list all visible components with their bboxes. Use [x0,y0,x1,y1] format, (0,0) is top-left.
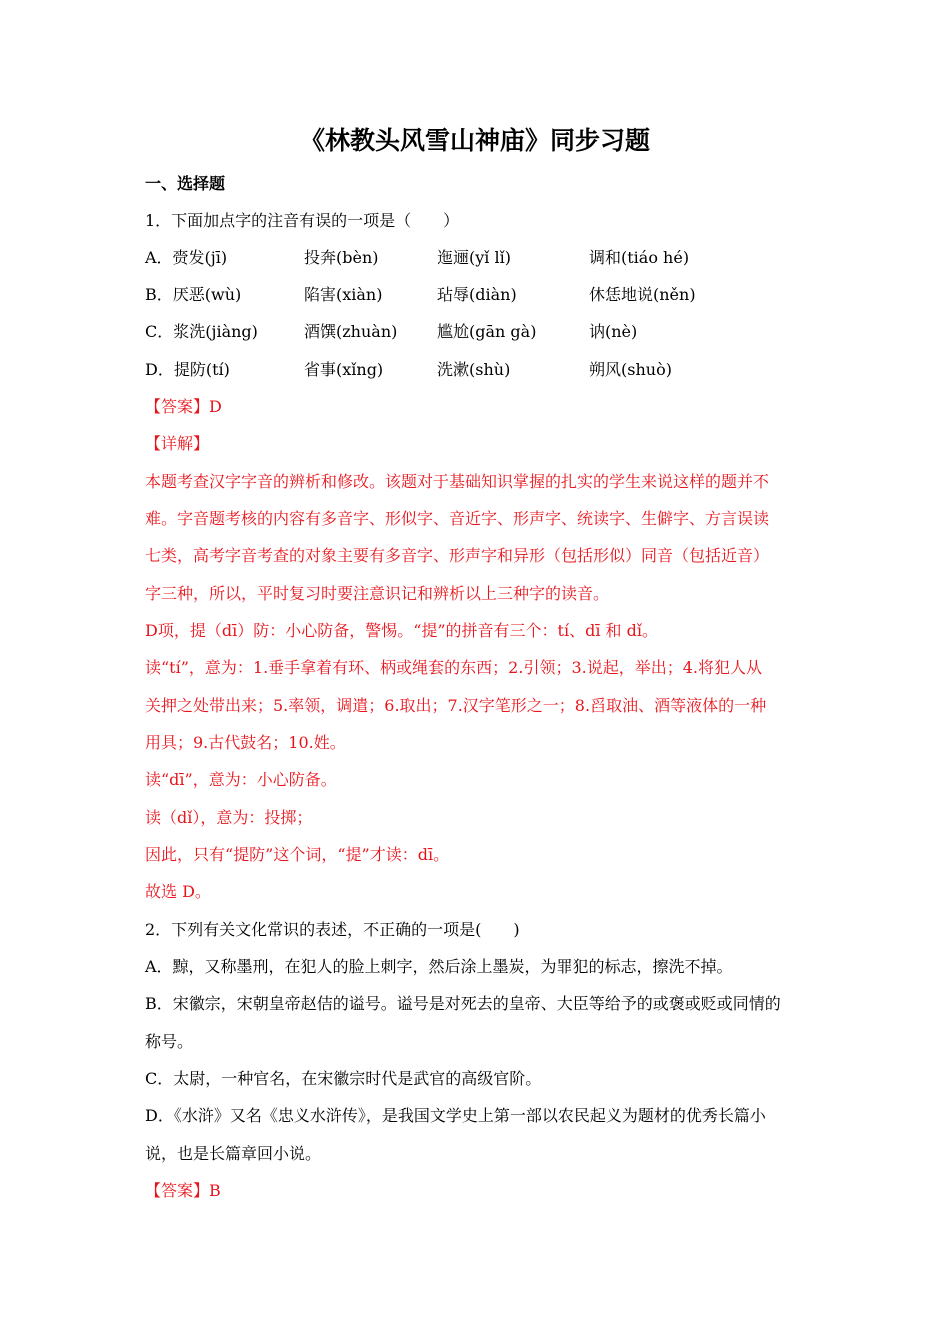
option-d-item-1: D．提防(tí) [145,360,230,379]
answer-label: 【答案】 [145,397,210,416]
answer-value: B [209,1181,221,1200]
option-d-item-3: 洗漱(shù) [437,360,511,379]
explanation-line: 难。字音题考核的内容有多音字、形似字、音近字、形声字、统读字、生僻字、方言误读 [145,509,770,528]
option-b-item-4: 休恁地说(něn) [589,285,696,304]
option-c-item-2: 酒馔(zhuàn) [304,322,398,341]
question-2-stem: 2．下列有关文化常识的表述，不正确的一项是( ) [145,920,520,939]
explanation-line: 故选 D。 [145,882,211,901]
option-b-item-1: B．厌恶(wù) [145,285,242,304]
explanation-line: D项，提（dī）防：小心防备，警惕。“提”的拼音有三个：tí、dī 和 dǐ。 [145,621,658,640]
question-2-line: A．黥，又称墨刑，在犯人的脸上刺字，然后涂上墨炭，为罪犯的标志，擦洗不掉。 [145,957,733,976]
option-b-item-2: 陷害(xiàn) [304,285,383,304]
explanation-line: 本题考查汉字字音的辨析和修改。该题对于基础知识掌握的扎实的学生来说这样的题并不 [145,472,770,491]
question-2-line: 说，也是长篇章回小说。 [145,1144,322,1163]
option-a-item-2: 投奔(bèn) [304,248,379,267]
explanation-line: 读（dǐ），意为：投掷； [145,808,313,827]
question-2-answer [145,1180,221,1202]
question-2-line: C．太尉，一种官名，在宋徽宗时代是武官的高级官阶。 [145,1069,542,1088]
question-1-answer [145,396,222,418]
answer-label: 【答案】 [145,1181,210,1200]
option-c-item-3: 尴尬(gān gà) [437,322,537,341]
question-2-line: D．《水浒》又名《忠义水浒传》，是我国文学史上第一部以农民起义为题材的优秀长篇小 [145,1106,766,1125]
option-c-item-4: 讷(nè) [589,322,638,341]
question-2-line: B．宋徽宗，宋朝皇帝赵佶的谥号。谥号是对死去的皇帝、大臣等给予的或褒或贬或同情的 [145,994,781,1013]
explanation-line: 七类，高考字音考查的对象主要有多音字、形声字和异形（包括形似）同音（包括近音） [145,546,770,565]
option-a-item-4: 调和(tiáo hé) [589,248,690,267]
answer-value: D [209,397,222,416]
option-a-item-3: 迤逦(yǐ lǐ) [437,248,511,267]
explanation-line: 用具；9.古代鼓名；10.姓。 [145,733,346,752]
option-b-item-3: 玷辱(diàn) [437,285,517,304]
page-title: 《林教头风雪山神庙》同步习题 [299,126,650,155]
question-1-stem: 1．下面加点字的注音有误的一项是（ ） [145,211,460,230]
explanation-line: 因此，只有“提防”这个词，“提”才读：dī。 [145,845,450,864]
explanation-line: 读“dī”，意为：小心防备。 [145,770,337,789]
option-d-item-2: 省事(xǐng) [304,360,384,379]
question-2-line: 称号。 [145,1032,194,1051]
option-a-item-1: A．赍发(jī) [145,248,228,267]
section-heading: 一、选择题 [145,174,226,193]
option-d-item-4: 朔风(shuò) [589,360,672,379]
option-c-item-1: C．浆洗(jiàng) [145,322,258,341]
explanation-line: 字三种，所以，平时复习时要注意识记和辨析以上三种字的读音。 [145,584,610,603]
detail-label: 【详解】 [145,434,210,453]
explanation-line: 关押之处带出来；5.率领，调遣；6.取出；7.汉字笔形之一；8.舀取油、酒等液体的一种 [145,696,767,715]
explanation-line: 读“tí”，意为：1.垂手拿着有环、柄或绳套的东西；2.引领；3.说起，举出；4.将犯人从 [145,658,762,677]
